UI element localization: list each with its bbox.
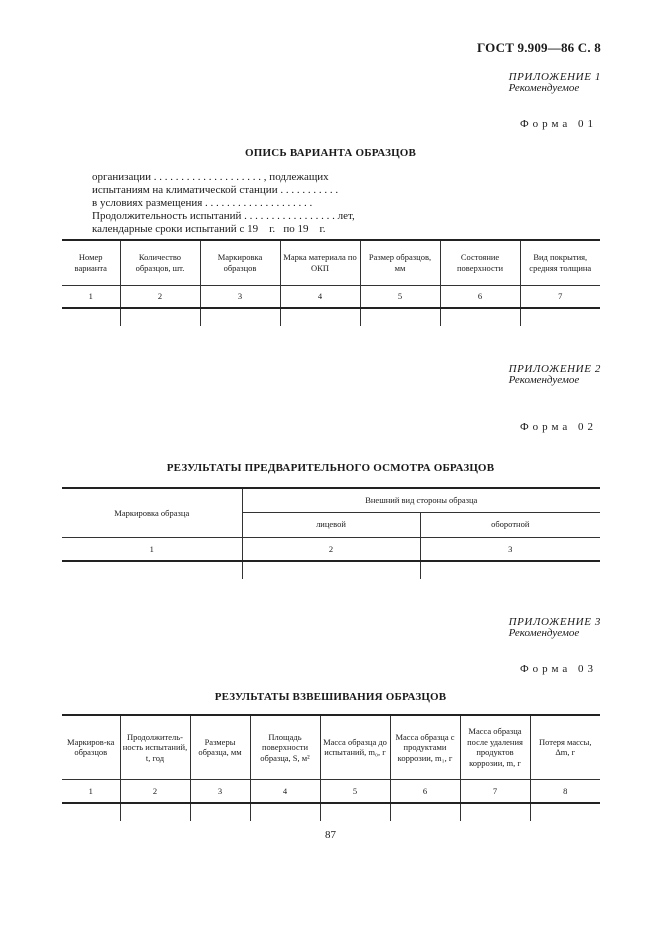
table-cell-empty <box>200 308 280 326</box>
table-cell-empty <box>460 803 530 821</box>
column-number: 1 <box>62 537 242 561</box>
appendix-3-subtitle: Рекомендуемое <box>508 627 580 639</box>
header-coating-type: Вид покрытия, средняя толщина <box>520 240 600 285</box>
header-appearance-group: Внешний вид стороны образца <box>242 488 600 512</box>
field-line-duration: Продолжительность испытаний . . . . . . . . . . . . . . . . . лет, <box>92 210 355 222</box>
table-cell-empty <box>320 803 390 821</box>
header-mass-before: Масса образца до испытаний, m₀, г <box>320 715 390 779</box>
column-number: 6 <box>440 285 520 308</box>
table-cell-empty <box>242 561 420 579</box>
appendix-1-label <box>509 72 601 94</box>
header-mass-with-corrosion: Масса образца с продуктами коррозии, m₁, г <box>390 715 460 779</box>
table-cell-empty <box>520 308 600 326</box>
field-line-organization: организации . . . . . . . . . . . . . . . . . . . . , подлежащих <box>92 171 329 183</box>
table-cell-empty <box>390 803 460 821</box>
table-cell-empty <box>62 803 120 821</box>
table-cell-empty <box>250 803 320 821</box>
document-header: ГОСТ 9.909—86 С. 8 <box>476 40 601 55</box>
column-number: 5 <box>320 779 390 803</box>
appendix-2-subtitle: Рекомендуемое <box>508 374 580 386</box>
table-cell-empty <box>120 308 200 326</box>
section-1-title: ОПИСЬ ВАРИАНТА ОБРАЗЦОВ <box>244 147 416 159</box>
table-cell-empty <box>420 561 600 579</box>
field-line-dates: календарные сроки испытаний с 19 г. по 19 г. <box>92 223 326 235</box>
column-number: 2 <box>120 779 190 803</box>
header-sample-marking: Маркировка образца <box>62 488 242 537</box>
header-mass-loss: Потеря массы, Δm, г <box>530 715 600 779</box>
form-01-label: Форма 01 <box>519 118 597 130</box>
header-sample-size: Размер образцов, мм <box>360 240 440 285</box>
column-number: 6 <box>390 779 460 803</box>
header-sample-size: Размеры образца, мм <box>190 715 250 779</box>
table-cell-empty <box>62 308 120 326</box>
header-sample-marking: Маркиров-ка образцов <box>62 715 120 779</box>
header-surface-condition: Состояние поверхности <box>440 240 520 285</box>
header-front-side: лицевой <box>242 512 420 537</box>
form-02-label: Форма 02 <box>519 421 597 433</box>
header-test-duration: Продолжитель-ность испытаний, t, год <box>120 715 190 779</box>
inventory-table <box>62 239 600 326</box>
column-number: 1 <box>62 779 120 803</box>
appendix-2-title: ПРИЛОЖЕНИЕ 2 <box>508 363 601 375</box>
header-sample-count: Количество образцов, шт. <box>120 240 200 285</box>
column-number: 4 <box>280 285 360 308</box>
column-number: 3 <box>190 779 250 803</box>
column-number: 5 <box>360 285 440 308</box>
table-cell-empty <box>360 308 440 326</box>
form-03-label: Форма 03 <box>519 663 597 675</box>
table-cell-empty <box>62 561 242 579</box>
column-number: 4 <box>250 779 320 803</box>
appendix-1-subtitle: Рекомендуемое <box>508 82 580 94</box>
column-number: 7 <box>520 285 600 308</box>
field-line-placement: в условиях размещения . . . . . . . . . . . . . . . . . . . . <box>92 197 313 209</box>
section-2-title: РЕЗУЛЬТАТЫ ПРЕДВАРИТЕЛЬНОГО ОСМОТРА ОБРАЗЦОВ <box>166 462 495 474</box>
column-number: 2 <box>120 285 200 308</box>
column-number: 1 <box>62 285 120 308</box>
column-number: 8 <box>530 779 600 803</box>
weighing-table <box>62 714 600 821</box>
header-mass-after-removal: Масса образца после удаления продуктов коррозии, m, г <box>460 715 530 779</box>
table-cell-empty <box>120 803 190 821</box>
column-number: 3 <box>420 537 600 561</box>
section-3-title: РЕЗУЛЬТАТЫ ВЗВЕШИВАНИЯ ОБРАЗЦОВ <box>214 691 447 703</box>
appendix-1-title: ПРИЛОЖЕНИЕ 1 <box>508 71 601 83</box>
table-cell-empty <box>530 803 600 821</box>
column-number: 3 <box>200 285 280 308</box>
table-cell-empty <box>280 308 360 326</box>
column-number: 2 <box>242 537 420 561</box>
header-variant-number: Номер варианта <box>62 240 120 285</box>
field-line-station: испытаниям на климатической станции . . . . . . . . . . . <box>92 184 339 196</box>
appendix-2-label <box>509 364 601 386</box>
inspection-table <box>62 487 600 579</box>
appendix-3-label <box>509 617 601 639</box>
header-sample-marking: Маркировка образцов <box>200 240 280 285</box>
table-cell-empty <box>440 308 520 326</box>
header-back-side: оборотной <box>420 512 600 537</box>
header-surface-area: Площадь поверхности образца, S, м² <box>250 715 320 779</box>
appendix-3-title: ПРИЛОЖЕНИЕ 3 <box>508 616 601 628</box>
table-cell-empty <box>190 803 250 821</box>
header-material-grade: Марка материала по ОКП <box>280 240 360 285</box>
column-number: 7 <box>460 779 530 803</box>
page-number: 87 <box>325 829 336 841</box>
inventory-fields <box>92 171 355 236</box>
